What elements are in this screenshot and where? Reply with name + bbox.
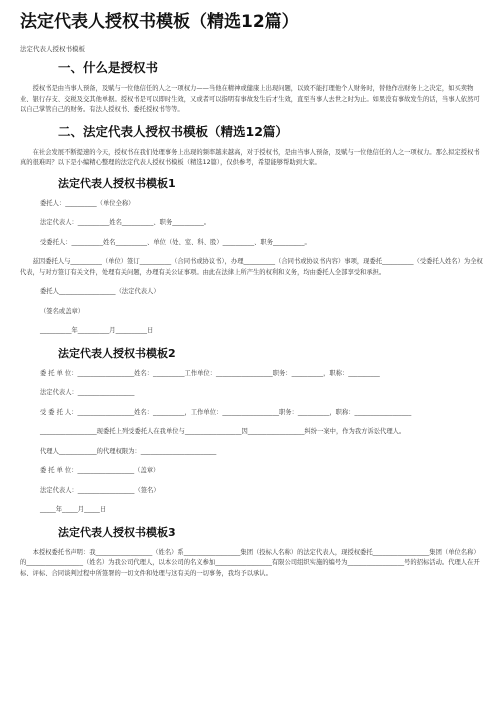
- template-line: （签名或盖章）: [40, 307, 85, 315]
- page-title: 法定代表人授权书模板（精选12篇）: [20, 12, 299, 32]
- template-3: [20, 525, 484, 580]
- template-line: 受 委 托 人：__________________姓名：__________，工作单位：__________________职务：__________，职称：__________________: [40, 408, 412, 416]
- section-what-is: [20, 59, 484, 116]
- page-subtitle: 法定代表人授权书模板: [20, 45, 85, 53]
- template-line: 本授权委托书声明：我__________________（姓名）系__________________集团（投标人名称）的法定代表人，现授权委托__________________集团（单位名称）的__________________（姓名）为我公司代理人，以本公司的名义参加__________________有限公司组织实施的编号为__________________号的招标活动。代理人在开标、评标、合同谈判过程中所签署的一切文件和处理与这有关的一切事务，我均予以承认。: [20, 548, 480, 577]
- template-line: 委托人__________________（法定代表人）: [40, 288, 160, 295]
- template-line: 受委托人：__________姓名__________、单位（处、室、科、股）__________、职务__________。: [40, 238, 311, 246]
- template-line: __________________现委托上列受委托人在我单位与__________________因__________________纠纷一案中，作为我方诉讼代理人。: [40, 428, 406, 435]
- template-line: 代理人____________的代理权限为：________________________: [40, 447, 217, 455]
- template-heading: 法定代表人授权书模板2: [58, 346, 176, 360]
- template-2: [20, 346, 484, 516]
- section-templates-intro: [20, 123, 484, 169]
- template-line: 法定代表人：__________________（签名）: [40, 486, 160, 494]
- template-line: 法定代表人：__________________: [40, 389, 135, 396]
- template-line: __________年__________月__________日: [40, 327, 154, 334]
- section-heading: 一、什么是授权书: [58, 60, 159, 75]
- section-heading: 二、法定代表人授权书模板（精选12篇）: [58, 123, 288, 139]
- template-line: 委托人：__________（单位全称）: [40, 199, 135, 207]
- template-line: 兹因委托人与__________（单位）签订__________（合同书或协议书），办理__________（合同书或协议书内容）事项，现委托__________（受委托人姓名）为全权代表，与对方签订有关文件，处理有关问题，办理有关公证事项。由此在法律上所产生的权利和义务，均由委托人全部享受和承担。: [20, 258, 483, 276]
- template-heading: 法定代表人授权书模板1: [58, 176, 176, 190]
- template-line: 法定代表人：__________姓名__________、职务__________。: [40, 219, 211, 226]
- template-line: _____年_____月_____日: [40, 506, 107, 513]
- section-paragraph: 在社会发展不断提速的今天，授权书在我们处理事务上出现的频率越来越高，对于授权书，是由当事人预备，及赋与一位他信任的人之一项权力。那么拟定授权书真的很难吗？以下是小编精心整理的法定代表人授权书模板（精选12篇），仅供参考，希望能够帮助到大家。: [20, 148, 480, 166]
- template-heading: 法定代表人授权书模板3: [58, 525, 176, 539]
- template-line: 委 托 单 位：__________________（盖章）: [40, 467, 160, 474]
- section-paragraph: 授权书是由当事人预备，及赋与一位他信任的人之一项权力——当他在精神或健康上出现问题，以致不能打理他个人财务时，替他作出财务上之决定，如买卖物业、银行存支、交税及交其他单据。授权书是可以即时生效，又或者可以指明有事故发生后才生效，直至当事人去世之时为止。如果没有事故发生的话，当事人依然可以自己掌管自己的财务。有法人授权书、委托授权书等等。: [20, 85, 480, 113]
- template-line: 委 托 单 位：__________________姓名：__________工作单位：__________________职务：__________，职称：__________: [40, 369, 380, 377]
- template-1: [20, 176, 484, 337]
